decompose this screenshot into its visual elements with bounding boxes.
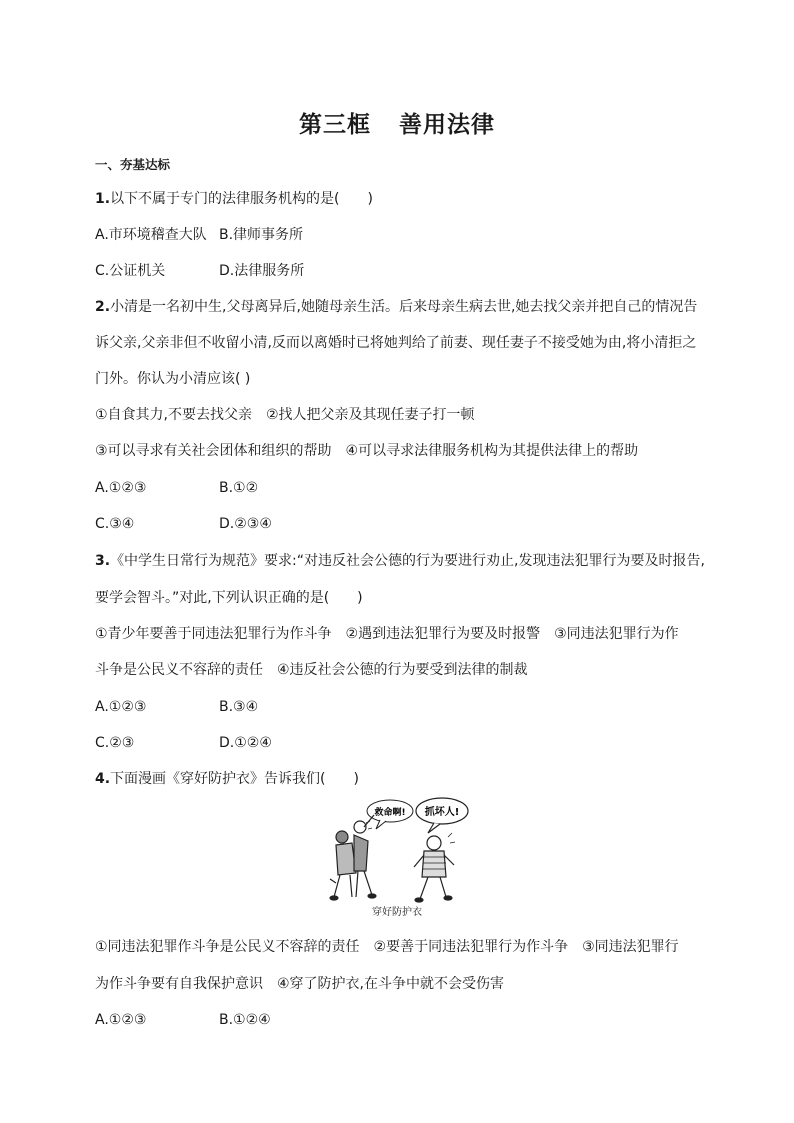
q2-statements-2: ③可以寻求有关社会团体和组织的帮助 ④可以寻求法律服务机构为其提供法律上的帮助 [95,443,639,459]
q3-statements-2: 斗争是公民义不容辞的责任 ④违反社会公德的行为要受到法律的制裁 [95,662,528,678]
q1-number: 1. [95,191,111,207]
q2-option-d: D.②③④ [219,516,272,532]
q2-stem-line1 [95,298,697,316]
q4-stem-text: 下面漫画《穿好防护衣》告诉我们( ) [110,771,359,787]
bubble-catch-text: 抓坏人! [424,807,460,818]
q3-option-b: B.③④ [219,699,259,715]
speech-bubble-help [367,800,413,829]
q2-line1-text: 小清是一名初中生,父母离异后,她随母亲生活。后来母亲生病去世,她去找父亲并把自己的情况告 [110,299,698,315]
q4-statements-2: 为作斗争要有自我保护意识 ④穿了防护衣,在斗争中就不会受伤害 [95,976,504,992]
q3-stem-line1 [95,552,705,570]
q2-option-c: C.③④ [95,516,135,532]
q2-option-b: B.①② [219,480,259,496]
q1-option-b: B.律师事务所 [219,227,304,243]
q4-option-a: A.①②③ [95,1012,147,1028]
q3-line1-text: 《中学生日常行为规范》要求:“对违反社会公德的行为要进行劝止,发现违法犯罪行为要及时报告, [110,553,705,569]
q3-option-a: A.①②③ [95,699,147,715]
q3-statements-1: ①青少年要善于同违法犯罪行为作斗争 ②遇到违法犯罪行为要及时报警 ③同违法犯罪行为作 [95,626,679,642]
q1-option-a: A.市环境稽查大队 [95,227,207,243]
q4-options-row1 [95,1011,271,1029]
q1-options-row2 [95,262,305,280]
q3-number: 3. [95,553,111,569]
q2-number: 2. [95,299,111,315]
q2-statements-1: ①自食其力,不要去找父亲 ②找人把父亲及其现任妻子打一顿 [95,407,475,423]
q2-option-a: A.①②③ [95,480,147,496]
section-heading: 一、夯基达标 [95,157,171,172]
speech-bubble-catch [416,798,468,833]
bubble-help-text: 救命啊! [374,808,406,818]
q2-stem-line3: 门外。你认为小清应该( ) [95,371,251,387]
page-title [0,106,794,139]
q4-statements-1: ①同违法犯罪作斗争是公民义不容辞的责任 ②要善于同违法犯罪行为作斗争 ③同违法犯罪行 [95,939,679,955]
q1-stem [95,190,373,208]
q4-number: 4. [95,771,111,787]
q4-stem [95,770,359,788]
title-part-a: 第三框 [299,112,371,138]
q3-option-c: C.②③ [95,735,135,751]
q3-options-row1 [95,698,259,716]
q4-option-b: B.①②④ [219,1012,271,1028]
q2-options-row1 [95,479,259,497]
q1-option-d: D.法律服务所 [219,263,305,279]
struggling-figures [330,815,376,900]
q3-option-d: D.①②④ [219,735,272,751]
q3-stem-line2: 要学会智斗。”对此,下列认识正确的是( ) [95,590,363,606]
q2-options-row2 [95,515,272,533]
q3-options-row2 [95,734,272,752]
cartoon-caption: 穿好防护衣 [372,907,422,918]
title-part-b: 善用法律 [399,112,495,138]
q1-stem-text: 以下不属于专门的法律服务机构的是( ) [110,191,373,207]
running-figure [414,833,455,902]
q1-options-row1 [95,226,304,244]
q1-option-c: C.公证机关 [95,263,166,279]
q2-stem-line2: 诉父亲,父亲非但不收留小清,反而以离婚时已将她判给了前妻、现任妻子不接受她为由,将小清拒之 [95,335,697,351]
